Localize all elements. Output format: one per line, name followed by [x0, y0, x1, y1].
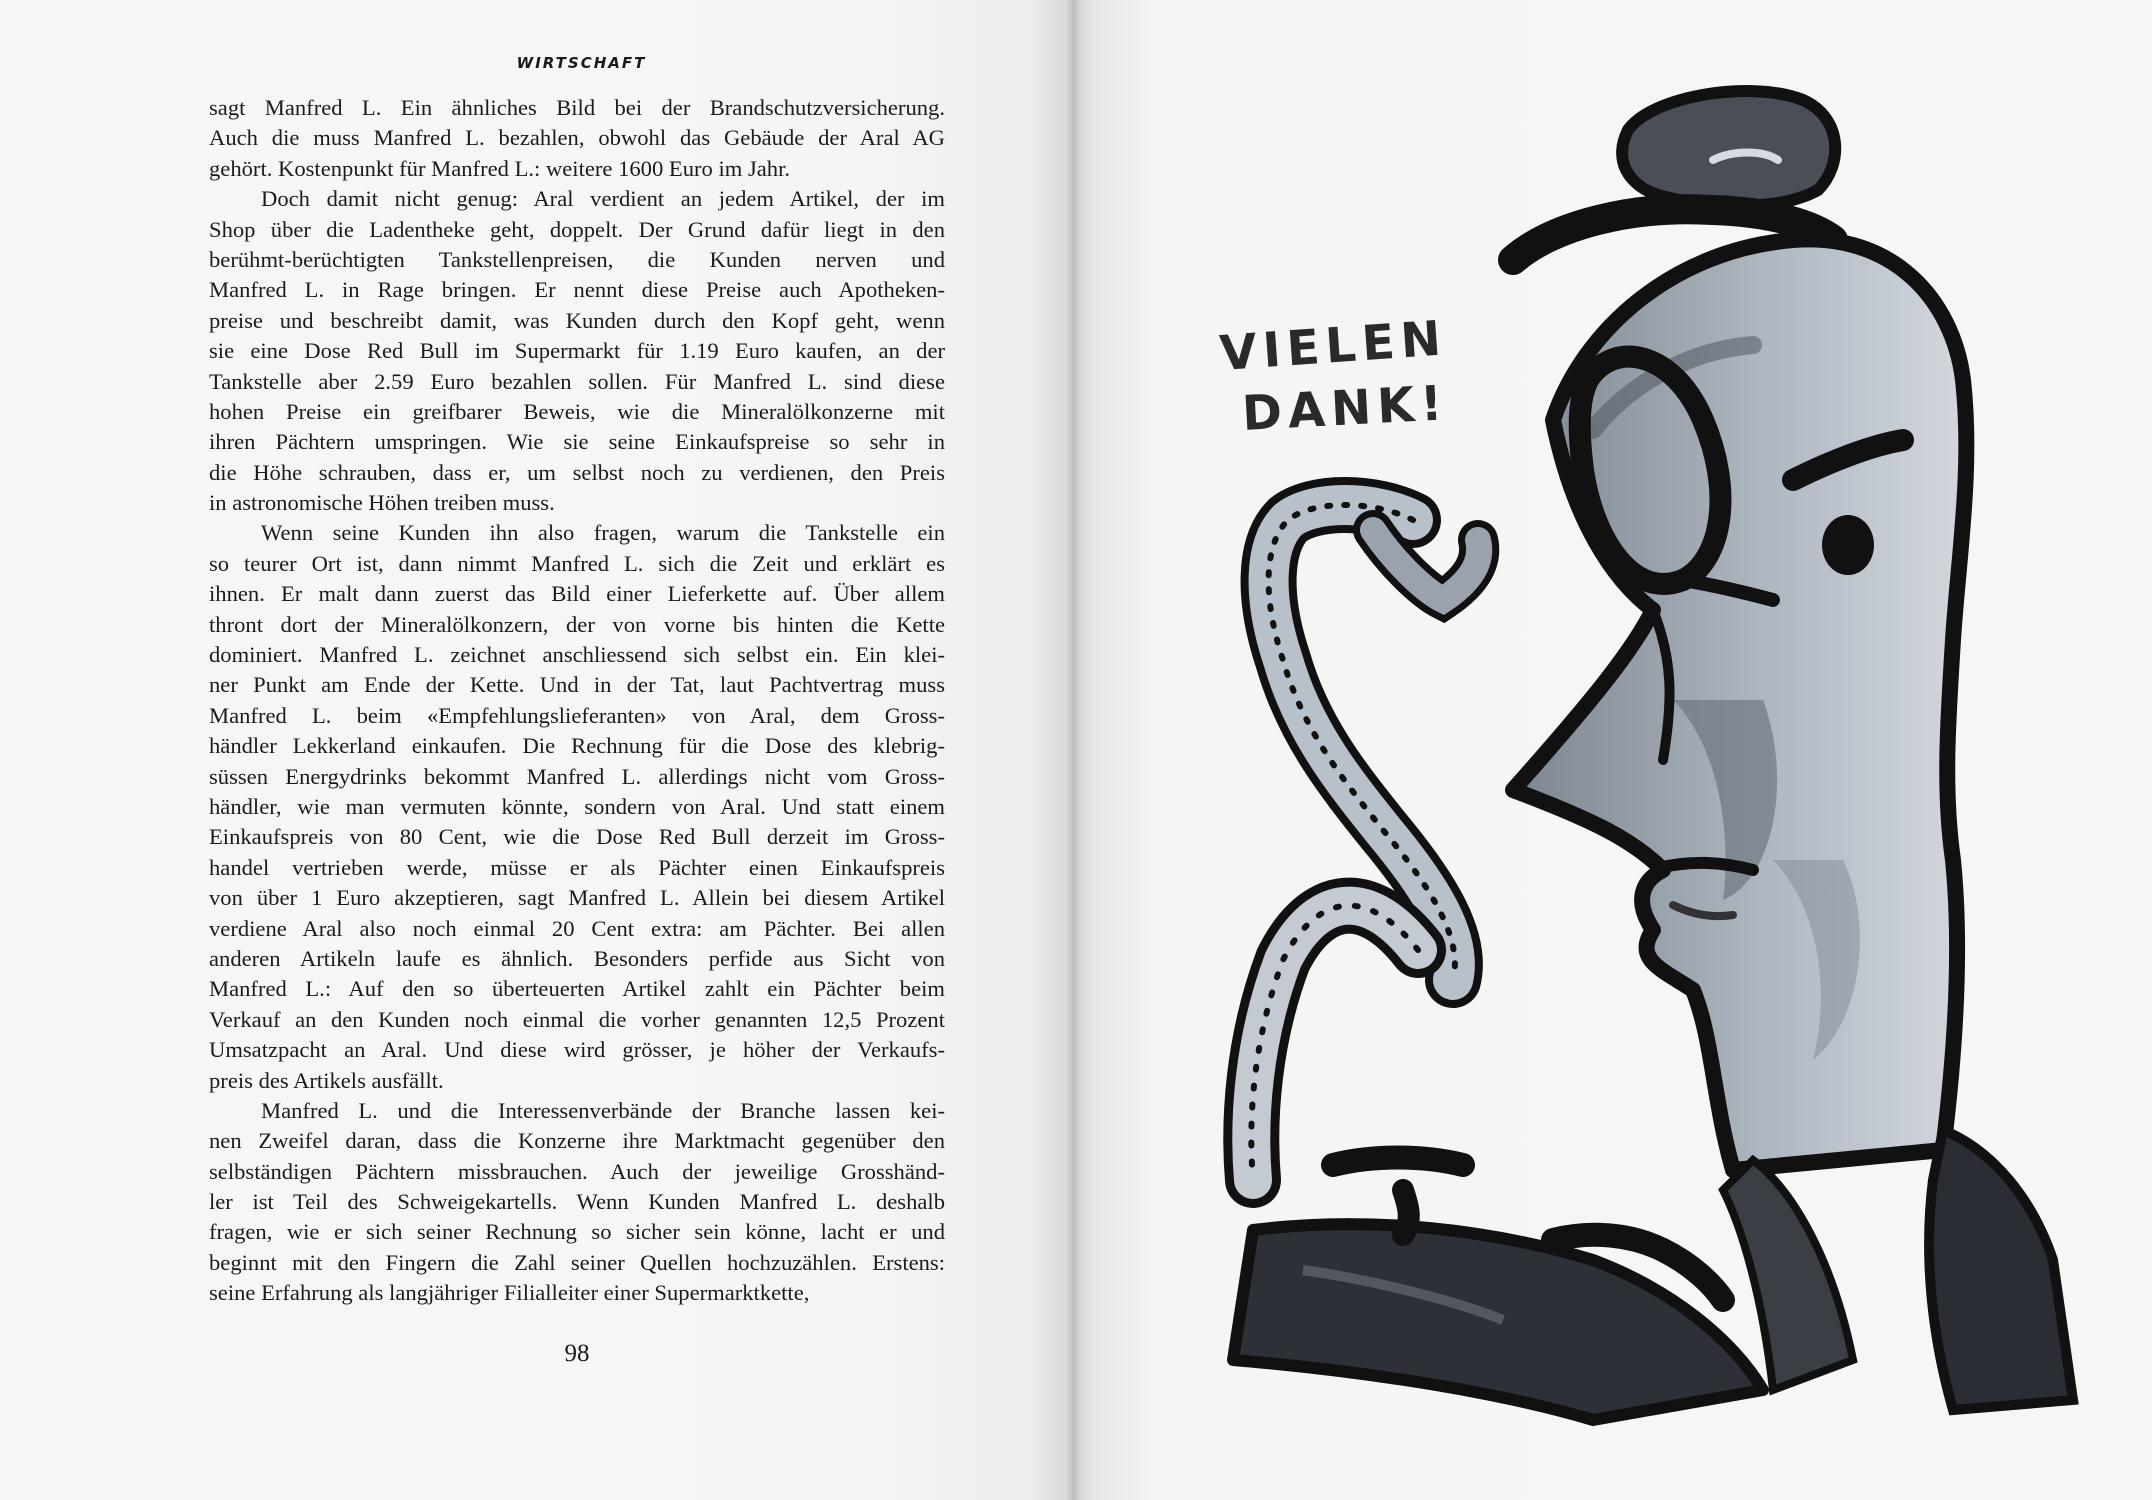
text-line: Manfred L. in Rage bringen. Er nennt diese Preise auch Apotheken-	[209, 277, 945, 303]
right-page	[1073, 0, 2152, 1500]
text-line: handel vertrieben werde, müsse er als Pächter einen Einkaufspreis	[209, 854, 945, 880]
text-line: ihnen. Er malt dann zuerst das Bild einer Lieferkette auf. Über allem	[209, 581, 945, 607]
text-line: ler ist Teil des Schweigekartells. Wenn Kunden Manfred L. deshalb	[209, 1189, 945, 1215]
text-line: sagt Manfred L. Ein ähnliches Bild bei der Brandschutzversicherung.	[209, 95, 945, 120]
text-line: Manfred L. beim «Empfehlungslieferanten» von Aral, dem Gross-	[209, 702, 945, 728]
running-head: WIRTSCHAFT	[516, 54, 647, 72]
text-line: hohen Preise ein greifbarer Beweis, wie die Mineralölkonzerne mit	[209, 398, 945, 424]
text-line: Shop über die Ladentheke geht, doppelt. Der Grund dafür liegt in den	[209, 216, 945, 242]
arm-drawing	[1251, 906, 1418, 1180]
text-line: fragen, wie er sich seiner Rechnung so sicher sein könne, lacht er und	[209, 1219, 945, 1245]
text-line: süssen Energydrinks bekommt Manfred L. allerdings nicht vom Gross-	[209, 763, 945, 789]
table-drawing	[1233, 1158, 1763, 1421]
text-line: Manfred L. und die Interessenverbände der Branche lassen kei-	[261, 1097, 945, 1123]
text-line: Wenn seine Kunden ihn also fragen, warum die Tankstelle ein	[261, 520, 945, 546]
text-line: Verkauf an den Kunden noch einmal die vorher genannten 12,5 Prozent	[209, 1006, 945, 1032]
gutter-shadow	[1066, 0, 1080, 1500]
text-line: thront dort der Mineralölkonzern, der von vorne bis hinten die Kette	[209, 611, 945, 637]
text-line: beginnt mit den Fingern die Zahl seiner Quellen hochzuzählen. Erstens:	[209, 1249, 945, 1275]
text-line: Einkaufspreis von 80 Cent, wie die Dose Red Bull derzeit im Gross-	[209, 824, 945, 850]
body-text	[209, 93, 945, 1309]
text-line: verdiene Aral also noch einmal 20 Cent extra: am Pächter. Bei allen	[209, 915, 945, 941]
text-line: Auch die muss Manfred L. bezahlen, obwohl das Gebäude der Aral AG	[209, 125, 945, 151]
speech-line-vielen: VIELEN	[1217, 310, 1449, 382]
text-line: Umsatzpacht an Aral. Und diese wird grösser, je höher der Verkaufs-	[209, 1037, 945, 1063]
text-line: gehört. Kostenpunkt für Manfred L.: weitere 1600 Euro im Jahr.	[209, 155, 791, 181]
left-page	[0, 0, 1073, 1500]
text-line: so teurer Ort ist, dann nimmt Manfred L. sich die Zeit und erklärt es	[209, 550, 945, 576]
text-line: händler, wie man vermuten könnte, sondern von Aral. Und statt einem	[209, 793, 945, 819]
text-line: händler Lekkerland einkaufen. Die Rechnung für die Dose des klebrig-	[209, 733, 945, 759]
text-line: preise und beschreibt damit, was Kunden durch den Kopf geht, wenn	[209, 307, 945, 333]
text-line: ner Punkt am Ende der Kette. Und in der Tat, laut Pachtvertrag muss	[209, 672, 945, 698]
text-line: Manfred L.: Auf den so überteuerten Artikel zahlt ein Pächter beim	[209, 976, 945, 1002]
text-line: preis des Artikels ausfällt.	[209, 1067, 444, 1093]
text-line: sie eine Dose Red Bull im Supermarkt für 1.19 Euro kaufen, an der	[209, 338, 945, 364]
text-line: selbständigen Pächtern missbrauchen. Auch der jeweilige Grosshänd-	[209, 1158, 945, 1184]
page-number: 98	[564, 1340, 590, 1367]
text-line: von über 1 Euro akzeptieren, sagt Manfred L. Allein bei diesem Artikel	[209, 885, 945, 911]
text-line: in astronomische Höhen treiben muss.	[209, 490, 555, 516]
text-line: Doch damit nicht genug: Aral verdient an jedem Artikel, der im	[261, 186, 945, 212]
text-line: berühmt-berüchtigten Tankstellenpreisen, die Kunden nerven und	[209, 246, 945, 272]
speech-text	[1218, 310, 1450, 442]
text-line: Tankstelle aber 2.59 Euro bezahlen sollen. Für Manfred L. sind diese	[209, 368, 945, 394]
text-line: nen Zweifel daran, dass die Konzerne ihre Marktmacht gegenüber den	[209, 1128, 945, 1154]
text-line: anderen Artikeln laufe es ähnlich. Besonders perfide aus Sicht von	[209, 945, 945, 971]
text-line: die Höhe schrauben, dass er, um selbst noch zu verdienen, den Preis	[209, 459, 945, 485]
brush-illustration	[1073, 0, 2152, 1500]
text-line: seine Erfahrung als langjähriger Filialleiter einer Supermarktkette,	[209, 1280, 810, 1306]
speech-line-dank: DANK!	[1240, 375, 1450, 442]
text-line: ihren Pächtern umspringen. Wie sie seine Einkaufspreise so sehr in	[209, 429, 945, 455]
text-line: dominiert. Manfred L. zeichnet anschliessend sich selbst ein. Ein klei-	[209, 642, 945, 668]
